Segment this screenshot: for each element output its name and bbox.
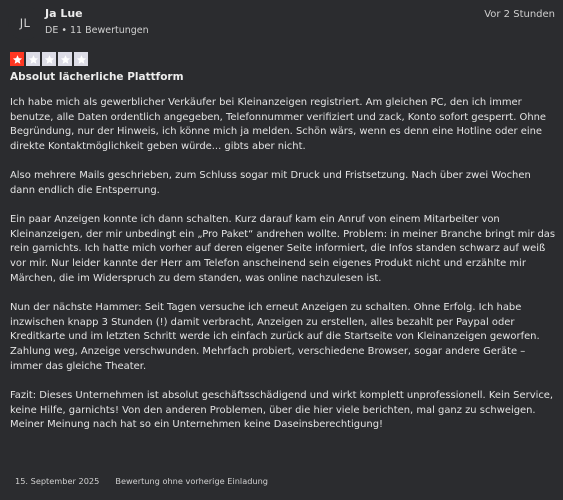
review-paragraph: Ein paar Anzeigen konnte ich dann schalten. Kurz darauf kam ein Anruf von einem Mitarbeiter von Kleinanzeigen, der mir unbedingt ein „Pro Paket“ andrehen wollte. Problem: in meiner Branche bringt mir das rein garnichts. Ich hatte mich vorher auf deren eigener Seite informiert, die Infos standen schwarz auf weiß vor mir. Nur leider kannte der Herr am Telefon anscheinend sein eigenes Produkt nicht und erzählte mir Märchen, die im Widerspruch zu dem standen, was online nachzulesen ist.	[10, 214, 556, 284]
review-title[interactable]: Absolut lächerliche Plattform	[10, 71, 184, 83]
star-icon	[42, 52, 56, 66]
reviewer-country: DE	[45, 25, 59, 36]
star-icon	[74, 52, 88, 66]
star-icon	[26, 52, 40, 66]
reviewer-name[interactable]: Ja Lue	[45, 7, 83, 20]
reviewer-review-count[interactable]: 11 Bewertungen	[69, 25, 149, 36]
meta-separator: •	[58, 25, 70, 36]
review-paragraph: Ich habe mich als gewerblicher Verkäufer bei Kleinanzeigen registriert. Am gleichen PC, den ich immer benutze, alle Daten ordentlich angegeben, Telefonnummer verifiziert und zack, Konto sofort gesperrt. Ohne Begründung, nur der Hinweis, ich könne mich ja melden. Schön wärs, wenn es denn eine Hotline oder eine direkte Kontaktmöglichkeit geben würde... gibts aber nicht.	[10, 97, 547, 153]
review-paragraph: Fazit: Dieses Unternehmen ist absolut geschäftsschädigend und wirkt komplett unprofessionell. Kein Service, keine Hilfe, garnichts! Von den anderen Problemen, über die hier viele berichten, mal ganz zu schweigen. Meiner Meinung nach hat so ein Unternehmen keine Daseinsberechtigung!	[10, 389, 554, 431]
review-paragraph: Also mehrere Mails geschrieben, zum Schluss sogar mit Druck und Fristsetzung. Nach über zwei Wochen dann endlich die Entsperrung.	[10, 170, 531, 196]
review-body	[10, 96, 556, 433]
star-icon	[10, 52, 24, 66]
reviewer-meta	[45, 25, 149, 36]
avatar-initials: JL	[19, 16, 31, 30]
star-icon	[58, 52, 72, 66]
star-rating	[10, 52, 88, 66]
experience-date: 15. September 2025	[15, 476, 100, 486]
avatar[interactable]	[8, 6, 42, 40]
review-posted-time: Vor 2 Stunden	[484, 9, 555, 20]
invitation-note[interactable]: Bewertung ohne vorherige Einladung	[115, 476, 268, 486]
review-paragraph: Nun der nächste Hammer: Seit Tagen versuche ich erneut Anzeigen zu schalten. Ohne Erfolg. Ich habe inzwischen knapp 3 Stunden (!) damit verbracht, Anzeigen zu erstellen, alles bezahlt per Paypal oder Kreditkarte und im letzten Schritt werde ich einfach zurück auf die Startseite von Kleinanzeigen geworfen. Zahlung weg, Anzeige verschwunden. Mehrfach probiert, verschiedene Browser, sogar andere Geräte – immer das gleiche Theater.	[10, 301, 540, 372]
review-footer	[15, 476, 268, 486]
